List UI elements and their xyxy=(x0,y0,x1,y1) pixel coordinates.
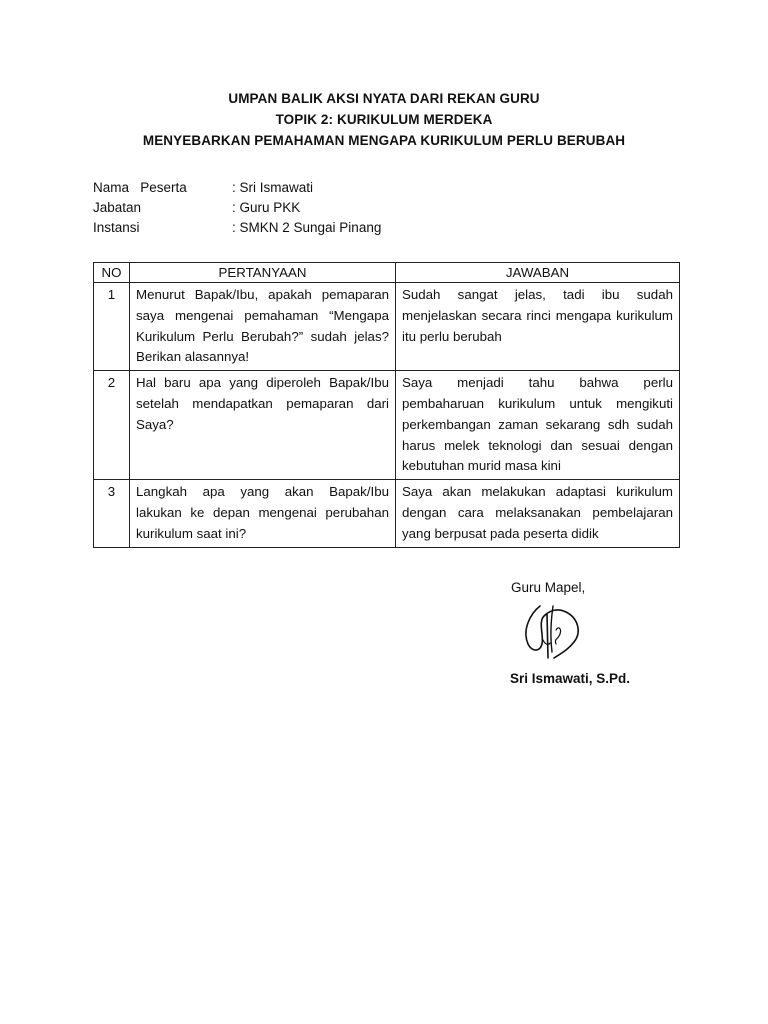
identity-row-position xyxy=(93,198,381,218)
identity-value: : Sri Ismawati xyxy=(232,180,314,195)
closing-text: Guru Mapel, xyxy=(511,580,586,595)
table-header-row xyxy=(94,263,680,283)
signer-name: Sri Ismawati, S.Pd. xyxy=(510,671,631,686)
question-cell: Menurut Bapak/Ibu, apakah pemaparan saya mengenai pemahaman “Mengapa Kurikulum Perlu Berubah?” sudah jelas? Berikan alasannya! xyxy=(130,283,396,371)
row-number: 1 xyxy=(94,283,130,371)
header-answer: JAWABAN xyxy=(396,263,680,283)
feedback-table xyxy=(93,262,680,548)
answer-cell: Saya akan melakukan adaptasi kurikulum dengan cara melaksanakan pembelajaran yang berpusat pada peserta didik xyxy=(396,480,680,547)
identity-label: Nama Peserta xyxy=(93,180,187,195)
question-cell: Hal baru apa yang diperoleh Bapak/Ibu setelah mendapatkan pemaparan dari Saya? xyxy=(130,371,396,480)
identity-value: : SMKN 2 Sungai Pinang xyxy=(232,220,382,235)
answer-cell: Saya menjadi tahu bahwa perlu pembaharuan kurikulum untuk mengikuti perkembangan zaman sekarang sdh sudah harus melek teknologi dan sesuai dengan kebutuhan murid masa kini xyxy=(396,371,680,480)
identity-row-institution xyxy=(93,218,381,238)
table-row xyxy=(94,480,680,547)
title-line-3: MENYEBARKAN PEMAHAMAN MENGAPA KURIKULUM PERLU BERUBAH xyxy=(142,133,626,148)
title-line-1: UMPAN BALIK AKSI NYATA DARI REKAN GURU xyxy=(228,91,540,106)
identity-label: Instansi xyxy=(93,220,140,235)
question-cell: Langkah apa yang akan Bapak/Ibu lakukan ke depan mengenai perubahan kurikulum saat ini? xyxy=(130,480,396,547)
row-number: 2 xyxy=(94,371,130,480)
participant-identity xyxy=(93,178,381,238)
document-title xyxy=(0,88,768,151)
identity-row-name xyxy=(93,178,381,198)
title-line-2: TOPIK 2: KURIKULUM MERDEKA xyxy=(275,112,493,127)
header-no: NO xyxy=(94,263,130,283)
identity-value: : Guru PKK xyxy=(232,200,301,215)
table-row xyxy=(94,283,680,371)
identity-label: Jabatan xyxy=(93,200,142,215)
header-question: PERTANYAAN xyxy=(130,263,396,283)
table-row xyxy=(94,371,680,480)
row-number: 3 xyxy=(94,480,130,547)
answer-cell: Sudah sangat jelas, tadi ibu sudah menjelaskan secara rinci mengapa kurikulum itu perlu berubah xyxy=(396,283,680,371)
handwritten-signature xyxy=(510,600,590,662)
